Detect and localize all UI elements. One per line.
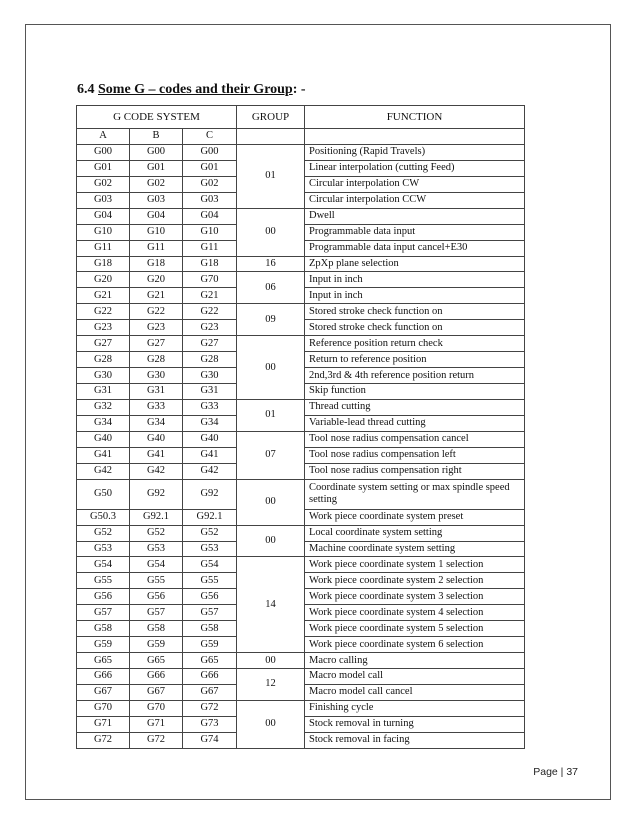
function-cell: Stored stroke check function on <box>305 320 525 336</box>
subheader-a: A <box>77 129 130 145</box>
group-cell: 16 <box>237 256 305 272</box>
function-cell: Macro calling <box>305 653 525 669</box>
code-a: G42 <box>77 463 130 479</box>
code-a: G02 <box>77 176 130 192</box>
table-row <box>77 557 525 573</box>
code-a: G58 <box>77 621 130 637</box>
table-row <box>77 144 525 160</box>
code-b: G34 <box>130 415 183 431</box>
group-cell: 00 <box>237 700 305 748</box>
code-a: G30 <box>77 368 130 384</box>
code-b: G67 <box>130 684 183 700</box>
code-b: G65 <box>130 653 183 669</box>
function-cell: 2nd,3rd & 4th reference position return <box>305 368 525 384</box>
function-cell: Input in inch <box>305 272 525 288</box>
g-code-table-body <box>77 106 525 749</box>
table-row <box>77 399 525 415</box>
code-a: G22 <box>77 304 130 320</box>
code-c: G03 <box>183 192 237 208</box>
code-b: G27 <box>130 336 183 352</box>
group-cell: 00 <box>237 336 305 400</box>
code-c: G55 <box>183 573 237 589</box>
code-a: G03 <box>77 192 130 208</box>
code-c: G40 <box>183 431 237 447</box>
group-cell: 09 <box>237 304 305 336</box>
code-a: G70 <box>77 700 130 716</box>
code-b: G11 <box>130 240 183 256</box>
code-c: G52 <box>183 525 237 541</box>
code-c: G21 <box>183 288 237 304</box>
table-row <box>77 208 525 224</box>
subheader-b: B <box>130 129 183 145</box>
code-b: G56 <box>130 589 183 605</box>
code-b: G52 <box>130 525 183 541</box>
code-c: G65 <box>183 653 237 669</box>
code-b: G31 <box>130 384 183 400</box>
code-c: G31 <box>183 384 237 400</box>
group-cell: 00 <box>237 525 305 557</box>
group-cell: 01 <box>237 399 305 431</box>
code-a: G32 <box>77 399 130 415</box>
code-c: G00 <box>183 144 237 160</box>
section-heading: Some G – codes and their Group <box>98 82 293 97</box>
code-c: G70 <box>183 272 237 288</box>
code-c: G27 <box>183 336 237 352</box>
code-b: G18 <box>130 256 183 272</box>
function-cell: Work piece coordinate system 5 selection <box>305 621 525 637</box>
code-a: G66 <box>77 669 130 685</box>
code-b: G59 <box>130 637 183 653</box>
table-row <box>77 304 525 320</box>
function-cell: Tool nose radius compensation cancel <box>305 431 525 447</box>
function-cell: Programmable data input <box>305 224 525 240</box>
code-c: G02 <box>183 176 237 192</box>
function-cell: Thread cutting <box>305 399 525 415</box>
code-a: G57 <box>77 605 130 621</box>
code-c: G22 <box>183 304 237 320</box>
code-c: G28 <box>183 352 237 368</box>
group-cell: 01 <box>237 144 305 208</box>
code-a: G01 <box>77 160 130 176</box>
code-b: G42 <box>130 463 183 479</box>
code-c: G11 <box>183 240 237 256</box>
code-c: G67 <box>183 684 237 700</box>
section-suffix: : - <box>292 82 306 97</box>
code-a: G52 <box>77 525 130 541</box>
code-c: G30 <box>183 368 237 384</box>
table-row <box>77 700 525 716</box>
code-a: G55 <box>77 573 130 589</box>
code-c: G72 <box>183 700 237 716</box>
function-cell: Variable-lead thread cutting <box>305 415 525 431</box>
function-cell: Positioning (Rapid Travels) <box>305 144 525 160</box>
function-cell: Dwell <box>305 208 525 224</box>
code-c: G56 <box>183 589 237 605</box>
function-cell: Reference position return check <box>305 336 525 352</box>
code-b: G28 <box>130 352 183 368</box>
code-b: G72 <box>130 732 183 748</box>
code-b: G54 <box>130 557 183 573</box>
code-a: G67 <box>77 684 130 700</box>
group-cell: 14 <box>237 557 305 653</box>
code-a: G28 <box>77 352 130 368</box>
code-b: G20 <box>130 272 183 288</box>
code-a: G50.3 <box>77 509 130 525</box>
group-cell: 00 <box>237 208 305 256</box>
group-cell: 06 <box>237 272 305 304</box>
code-b: G23 <box>130 320 183 336</box>
function-cell: Programmable data input cancel+E30 <box>305 240 525 256</box>
page-number: Page | 37 <box>533 766 578 778</box>
function-cell: Work piece coordinate system 1 selection <box>305 557 525 573</box>
code-c: G59 <box>183 637 237 653</box>
code-a: G27 <box>77 336 130 352</box>
code-a: G54 <box>77 557 130 573</box>
code-a: G00 <box>77 144 130 160</box>
section-number: 6.4 <box>77 82 95 97</box>
group-cell: 00 <box>237 653 305 669</box>
subheader-c: C <box>183 129 237 145</box>
function-cell: Tool nose radius compensation left <box>305 447 525 463</box>
function-cell: Circular interpolation CCW <box>305 192 525 208</box>
code-a: G20 <box>77 272 130 288</box>
code-b: G10 <box>130 224 183 240</box>
function-cell: Macro model call cancel <box>305 684 525 700</box>
function-cell: Work piece coordinate system preset <box>305 509 525 525</box>
code-b: G66 <box>130 669 183 685</box>
table-row <box>77 272 525 288</box>
code-b: G53 <box>130 541 183 557</box>
table-row <box>77 479 525 509</box>
code-b: G21 <box>130 288 183 304</box>
code-a: G04 <box>77 208 130 224</box>
code-a: G65 <box>77 653 130 669</box>
code-c: G74 <box>183 732 237 748</box>
code-b: G22 <box>130 304 183 320</box>
code-a: G71 <box>77 716 130 732</box>
header-row <box>77 106 525 129</box>
code-b: G55 <box>130 573 183 589</box>
function-cell: Coordinate system setting or max spindle speed setting <box>305 479 525 509</box>
function-cell: Work piece coordinate system 3 selection <box>305 589 525 605</box>
function-cell: Stock removal in turning <box>305 716 525 732</box>
header-group: GROUP <box>237 106 305 129</box>
code-b: G30 <box>130 368 183 384</box>
code-a: G10 <box>77 224 130 240</box>
code-c: G54 <box>183 557 237 573</box>
group-cell: 12 <box>237 669 305 701</box>
table-row <box>77 669 525 685</box>
table-row <box>77 256 525 272</box>
code-a: G56 <box>77 589 130 605</box>
code-c: G01 <box>183 160 237 176</box>
code-c: G04 <box>183 208 237 224</box>
code-c: G53 <box>183 541 237 557</box>
g-code-table <box>76 105 525 749</box>
function-cell: Input in inch <box>305 288 525 304</box>
code-a: G23 <box>77 320 130 336</box>
code-b: G41 <box>130 447 183 463</box>
code-b: G71 <box>130 716 183 732</box>
header-function: FUNCTION <box>305 106 525 129</box>
code-a: G72 <box>77 732 130 748</box>
code-b: G57 <box>130 605 183 621</box>
function-cell: Work piece coordinate system 6 selection <box>305 637 525 653</box>
function-cell: Macro model call <box>305 669 525 685</box>
table-row <box>77 336 525 352</box>
function-cell: Skip function <box>305 384 525 400</box>
function-cell: Local coordinate system setting <box>305 525 525 541</box>
code-c: G23 <box>183 320 237 336</box>
code-c: G58 <box>183 621 237 637</box>
function-cell: Machine coordinate system setting <box>305 541 525 557</box>
function-cell: ZpXp plane selection <box>305 256 525 272</box>
function-cell: Stock removal in facing <box>305 732 525 748</box>
function-cell: Work piece coordinate system 4 selection <box>305 605 525 621</box>
code-b: G01 <box>130 160 183 176</box>
code-a: G41 <box>77 447 130 463</box>
code-b: G70 <box>130 700 183 716</box>
table-row <box>77 525 525 541</box>
function-cell: Circular interpolation CW <box>305 176 525 192</box>
function-cell: Linear interpolation (cutting Feed) <box>305 160 525 176</box>
code-a: G50 <box>77 479 130 509</box>
code-b: G02 <box>130 176 183 192</box>
function-cell: Stored stroke check function on <box>305 304 525 320</box>
code-a: G31 <box>77 384 130 400</box>
code-c: G18 <box>183 256 237 272</box>
header-code-system: G CODE SYSTEM <box>77 106 237 129</box>
code-b: G58 <box>130 621 183 637</box>
table-row <box>77 431 525 447</box>
code-a: G59 <box>77 637 130 653</box>
code-c: G10 <box>183 224 237 240</box>
code-a: G34 <box>77 415 130 431</box>
code-b: G40 <box>130 431 183 447</box>
code-c: G92 <box>183 479 237 509</box>
group-cell: 00 <box>237 479 305 525</box>
subheader-group-empty <box>237 129 305 145</box>
code-c: G57 <box>183 605 237 621</box>
code-a: G40 <box>77 431 130 447</box>
code-b: G03 <box>130 192 183 208</box>
code-a: G53 <box>77 541 130 557</box>
section-title <box>77 82 306 98</box>
code-c: G42 <box>183 463 237 479</box>
code-a: G18 <box>77 256 130 272</box>
code-c: G41 <box>183 447 237 463</box>
code-b: G00 <box>130 144 183 160</box>
code-c: G73 <box>183 716 237 732</box>
code-c: G34 <box>183 415 237 431</box>
subheader-row <box>77 129 525 145</box>
code-b: G92.1 <box>130 509 183 525</box>
function-cell: Return to reference position <box>305 352 525 368</box>
code-b: G33 <box>130 399 183 415</box>
code-c: G33 <box>183 399 237 415</box>
table-row <box>77 653 525 669</box>
group-cell: 07 <box>237 431 305 479</box>
code-c: G66 <box>183 669 237 685</box>
code-a: G21 <box>77 288 130 304</box>
function-cell: Work piece coordinate system 2 selection <box>305 573 525 589</box>
function-cell: Finishing cycle <box>305 700 525 716</box>
code-a: G11 <box>77 240 130 256</box>
function-cell: Tool nose radius compensation right <box>305 463 525 479</box>
code-c: G92.1 <box>183 509 237 525</box>
code-b: G04 <box>130 208 183 224</box>
code-b: G92 <box>130 479 183 509</box>
subheader-function-empty <box>305 129 525 145</box>
